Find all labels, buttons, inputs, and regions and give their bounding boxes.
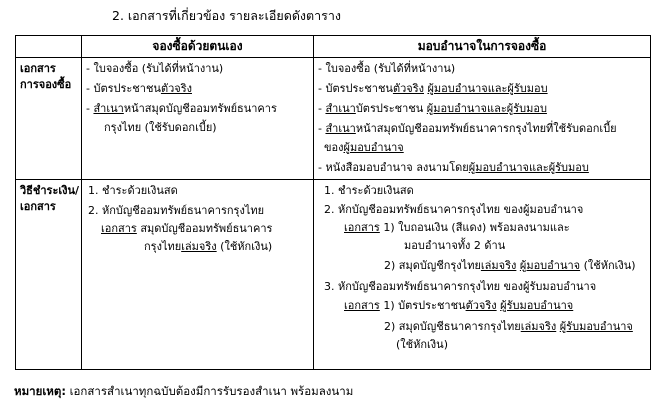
- proxy-pay-line: 2. หักบัญชีออมทรัพย์ธนาคารกรุงไทย ของผู้มอบอำนาจ: [324, 203, 584, 216]
- self-doc-line: กรุงไทย (ใช้รับดอกเบี้ย): [104, 121, 217, 134]
- corner-cell: [16, 36, 82, 58]
- footnote-label: หมายเหตุ:: [14, 384, 66, 398]
- proxy-pay-line: 2) สมุดบัญชีกรุงไทยเล่มจริง ผู้มอบอำนาจ (ใช้หักเงิน): [384, 259, 636, 272]
- self-doc-line: - บัตรประชาชนตัวจริง: [86, 82, 192, 95]
- self-pay-line: 2. หักบัญชีออมทรัพย์ธนาคารกรุงไทย: [88, 204, 265, 217]
- footnote-text: เอกสารสำเนาทุกฉบับต้องมีการรับรองสำเนา พร้อมลงนาม: [65, 384, 354, 398]
- section-heading: 2. เอกสารที่เกี่ยวข้อง รายละเอียดดังตาราง: [112, 8, 342, 23]
- footnote: [14, 383, 353, 401]
- row-payment: [16, 180, 651, 370]
- proxy-pay-line: 3. หักบัญชีออมทรัพย์ธนาคารกรุงไทย ของผู้รับมอบอำนาจ: [324, 280, 597, 293]
- proxy-pay-line: 1. ชำระด้วยเงินสด: [324, 184, 414, 197]
- col-header-proxy: มอบอำนาจในการจองซื้อ: [314, 36, 651, 58]
- col-header-self: จองซื้อด้วยตนเอง: [82, 36, 314, 58]
- self-pay-line: 1. ชำระด้วยเงินสด: [88, 184, 178, 197]
- self-doc-line: - ใบจองซื้อ (รับได้ที่หน้างาน): [86, 62, 224, 75]
- proxy-docs-cell: [314, 58, 651, 180]
- row-documents: [16, 58, 651, 180]
- header-row: [16, 36, 651, 58]
- self-pay-line: เอกสาร สมุดบัญชีออมทรัพย์ธนาคาร: [101, 222, 273, 235]
- proxy-pay-line: 2) สมุดบัญชีธนาคารกรุงไทยเล่มจริง ผู้รับมอบอำนาจ: [384, 320, 633, 333]
- self-docs-cell: [82, 58, 314, 180]
- row-label-payment: วิธีชำระเงิน/ เอกสาร: [16, 180, 82, 370]
- proxy-doc-line: - บัตรประชาชนตัวจริง ผู้มอบอำนาจและผู้รับมอบ: [318, 82, 548, 95]
- proxy-pay-line: (ใช้หักเงิน): [396, 338, 448, 351]
- proxy-pay-line: เอกสาร 1) บัตรประชาชนตัวจริง ผู้รับมอบอำนาจ: [344, 299, 574, 312]
- proxy-doc-line: - สำเนาบัตรประชาชน ผู้มอบอำนาจและผู้รับมอบ: [318, 102, 547, 115]
- proxy-pay-line: มอบอำนาจทั้ง 2 ด้าน: [404, 239, 506, 252]
- self-pay-cell: [82, 180, 314, 370]
- proxy-doc-line: - หนังสือมอบอำนาจ ลงนามโดยผู้มอบอำนาจและผู้รับมอบ: [318, 161, 589, 174]
- proxy-doc-line: - ใบจองซื้อ (รับได้ที่หน้างาน): [318, 62, 456, 75]
- self-pay-line: กรุงไทยเล่มจริง (ใช้หักเงิน): [144, 240, 273, 253]
- proxy-pay-line: เอกสาร 1) ใบถอนเงิน (สีแดง) พร้อมลงนามและ: [344, 221, 570, 234]
- self-doc-line: - สำเนาหน้าสมุดบัญชีออมทรัพย์ธนาคาร: [86, 102, 277, 115]
- row-label-documents: เอกสาร การจองซื้อ: [16, 58, 82, 180]
- proxy-doc-line: ของผู้มอบอำนาจ: [324, 141, 404, 154]
- documents-table: [15, 35, 651, 370]
- proxy-doc-line: - สำเนาหน้าสมุดบัญชีออมทรัพย์ธนาคารกรุงไทยที่ใช้รับดอกเบี้ย: [318, 122, 617, 135]
- proxy-pay-cell: [314, 180, 651, 370]
